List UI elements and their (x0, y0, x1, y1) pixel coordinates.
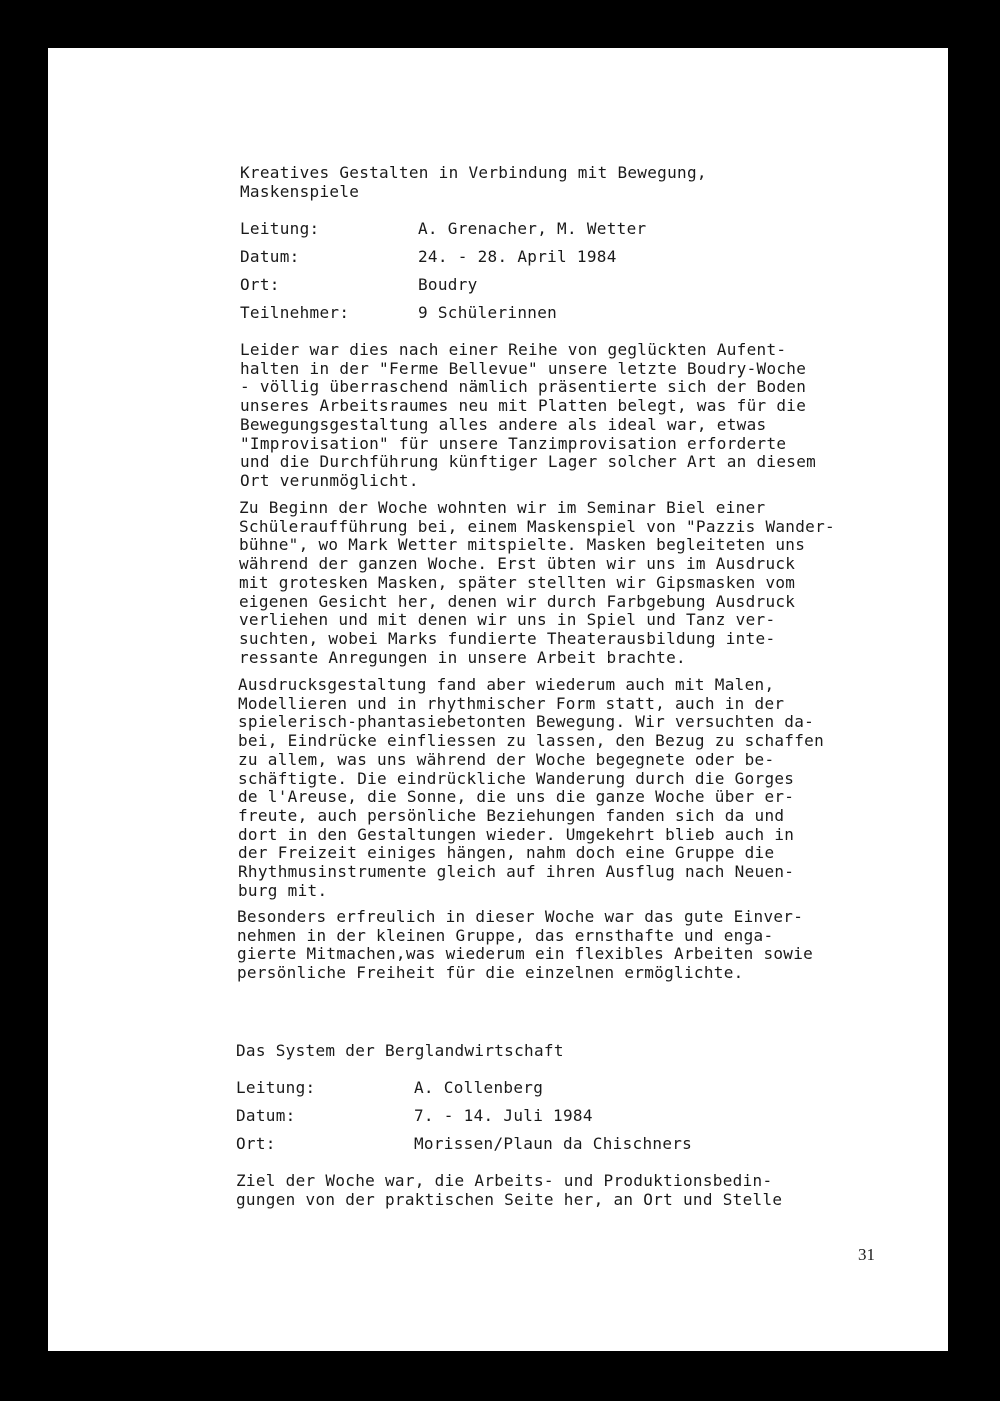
meta-value: Boudry (418, 275, 478, 294)
meta-row-ort (240, 275, 840, 295)
document-page (48, 48, 948, 1351)
meta-value: 24. - 28. April 1984 (418, 247, 617, 266)
meta-label: Leitung: (236, 1078, 316, 1097)
meta-label: Leitung: (240, 219, 320, 238)
meta-label: Ort: (240, 275, 280, 294)
section-title: Das System der Berglandwirtschaft (236, 1041, 564, 1060)
section-title: Kreatives Gestalten in Verbindung mit Bewegung, Maskenspiele (240, 163, 707, 201)
meta-label: Datum: (236, 1106, 296, 1125)
meta-row-ort (236, 1134, 836, 1154)
meta-value: 9 Schülerinnen (418, 303, 558, 322)
meta-label: Teilnehmer: (240, 303, 350, 322)
paragraph: Ziel der Woche war, die Arbeits- und Produktionsbedin- gungen von der praktischen Seite her, an Ort und Stelle (236, 1171, 783, 1209)
meta-value: 7. - 14. Juli 1984 (414, 1106, 593, 1125)
meta-row-teilnehmer (240, 303, 840, 323)
meta-row-leitung (236, 1078, 836, 1098)
paragraph: Besonders erfreulich in dieser Woche war das gute Einver- nehmen in der kleinen Gruppe, das ernsthafte und enga- gierte Mitmachen,was wiederum ein flexibles Arbeiten sowie persönliche Freiheit für die einzelnen ermöglichte. (237, 907, 814, 983)
meta-value: Morissen/Plaun da Chischners (414, 1134, 693, 1153)
page-number: 31 (858, 1245, 875, 1264)
meta-value: A. Grenacher, M. Wetter (418, 219, 647, 238)
meta-row-leitung (240, 219, 840, 239)
paragraph: Leider war dies nach einer Reihe von geglückten Aufent- halten in der "Ferme Bellevue" unsere letzte Boudry-Woche - völlig überraschend nämlich präsentierte sich der Boden unseres Arbeitsraumes neu mit Platten belegt, was für die Bewegungsgestaltung alles andere als ideal war, etwas "Improvisation" für unsere Tanzimprovisation erforderte und die Durchführung künftiger Lager solcher Art an diesem Ort verunmöglicht. (240, 340, 817, 490)
meta-label: Ort: (236, 1134, 276, 1153)
paragraph: Ausdrucksgestaltung fand aber wiederum auch mit Malen, Modellieren und in rhythmischer Form statt, auch in der spielerisch-phantasiebetonten Bewegung. Wir versuchten da- bei, Eindrücke einfliessen zu lassen, den Bezug zu schaffen zu allem, was uns während der Woche begegnete oder be- schäftigte. Die eindrückliche Wanderung durch die Gorges de l'Areuse, die Sonne, die uns die ganze Woche über er- freute, auch persönliche Beziehungen fanden sich da und dort in den Gestaltungen wieder. Umgekehrt blieb auch in der Freizeit einiges hängen, nahm doch eine Gruppe die Rhythmusinstrumente gleich auf ihren Ausflug nach Neuen- burg mit. (238, 675, 825, 900)
meta-value: A. Collenberg (414, 1078, 544, 1097)
meta-row-datum (236, 1106, 836, 1126)
paragraph: Zu Beginn der Woche wohnten wir im Seminar Biel einer Schüleraufführung bei, einem Maskenspiel von "Pazzis Wander- bühne", wo Mark Wetter mitspielte. Masken begleiteten uns während der ganzen Woche. Erst übten wir uns im Ausdruck mit grotesken Masken, später stellten wir Gipsmasken vom eigenen Gesicht her, denen wir durch Farbgebung Ausdruck verliehen und mit denen wir uns in Spiel und Tanz ver- suchten, wobei Marks fundierte Theaterausbildung inte- ressante Anregungen in unsere Arbeit brachte. (239, 498, 835, 667)
meta-label: Datum: (240, 247, 300, 266)
meta-row-datum (240, 247, 840, 267)
